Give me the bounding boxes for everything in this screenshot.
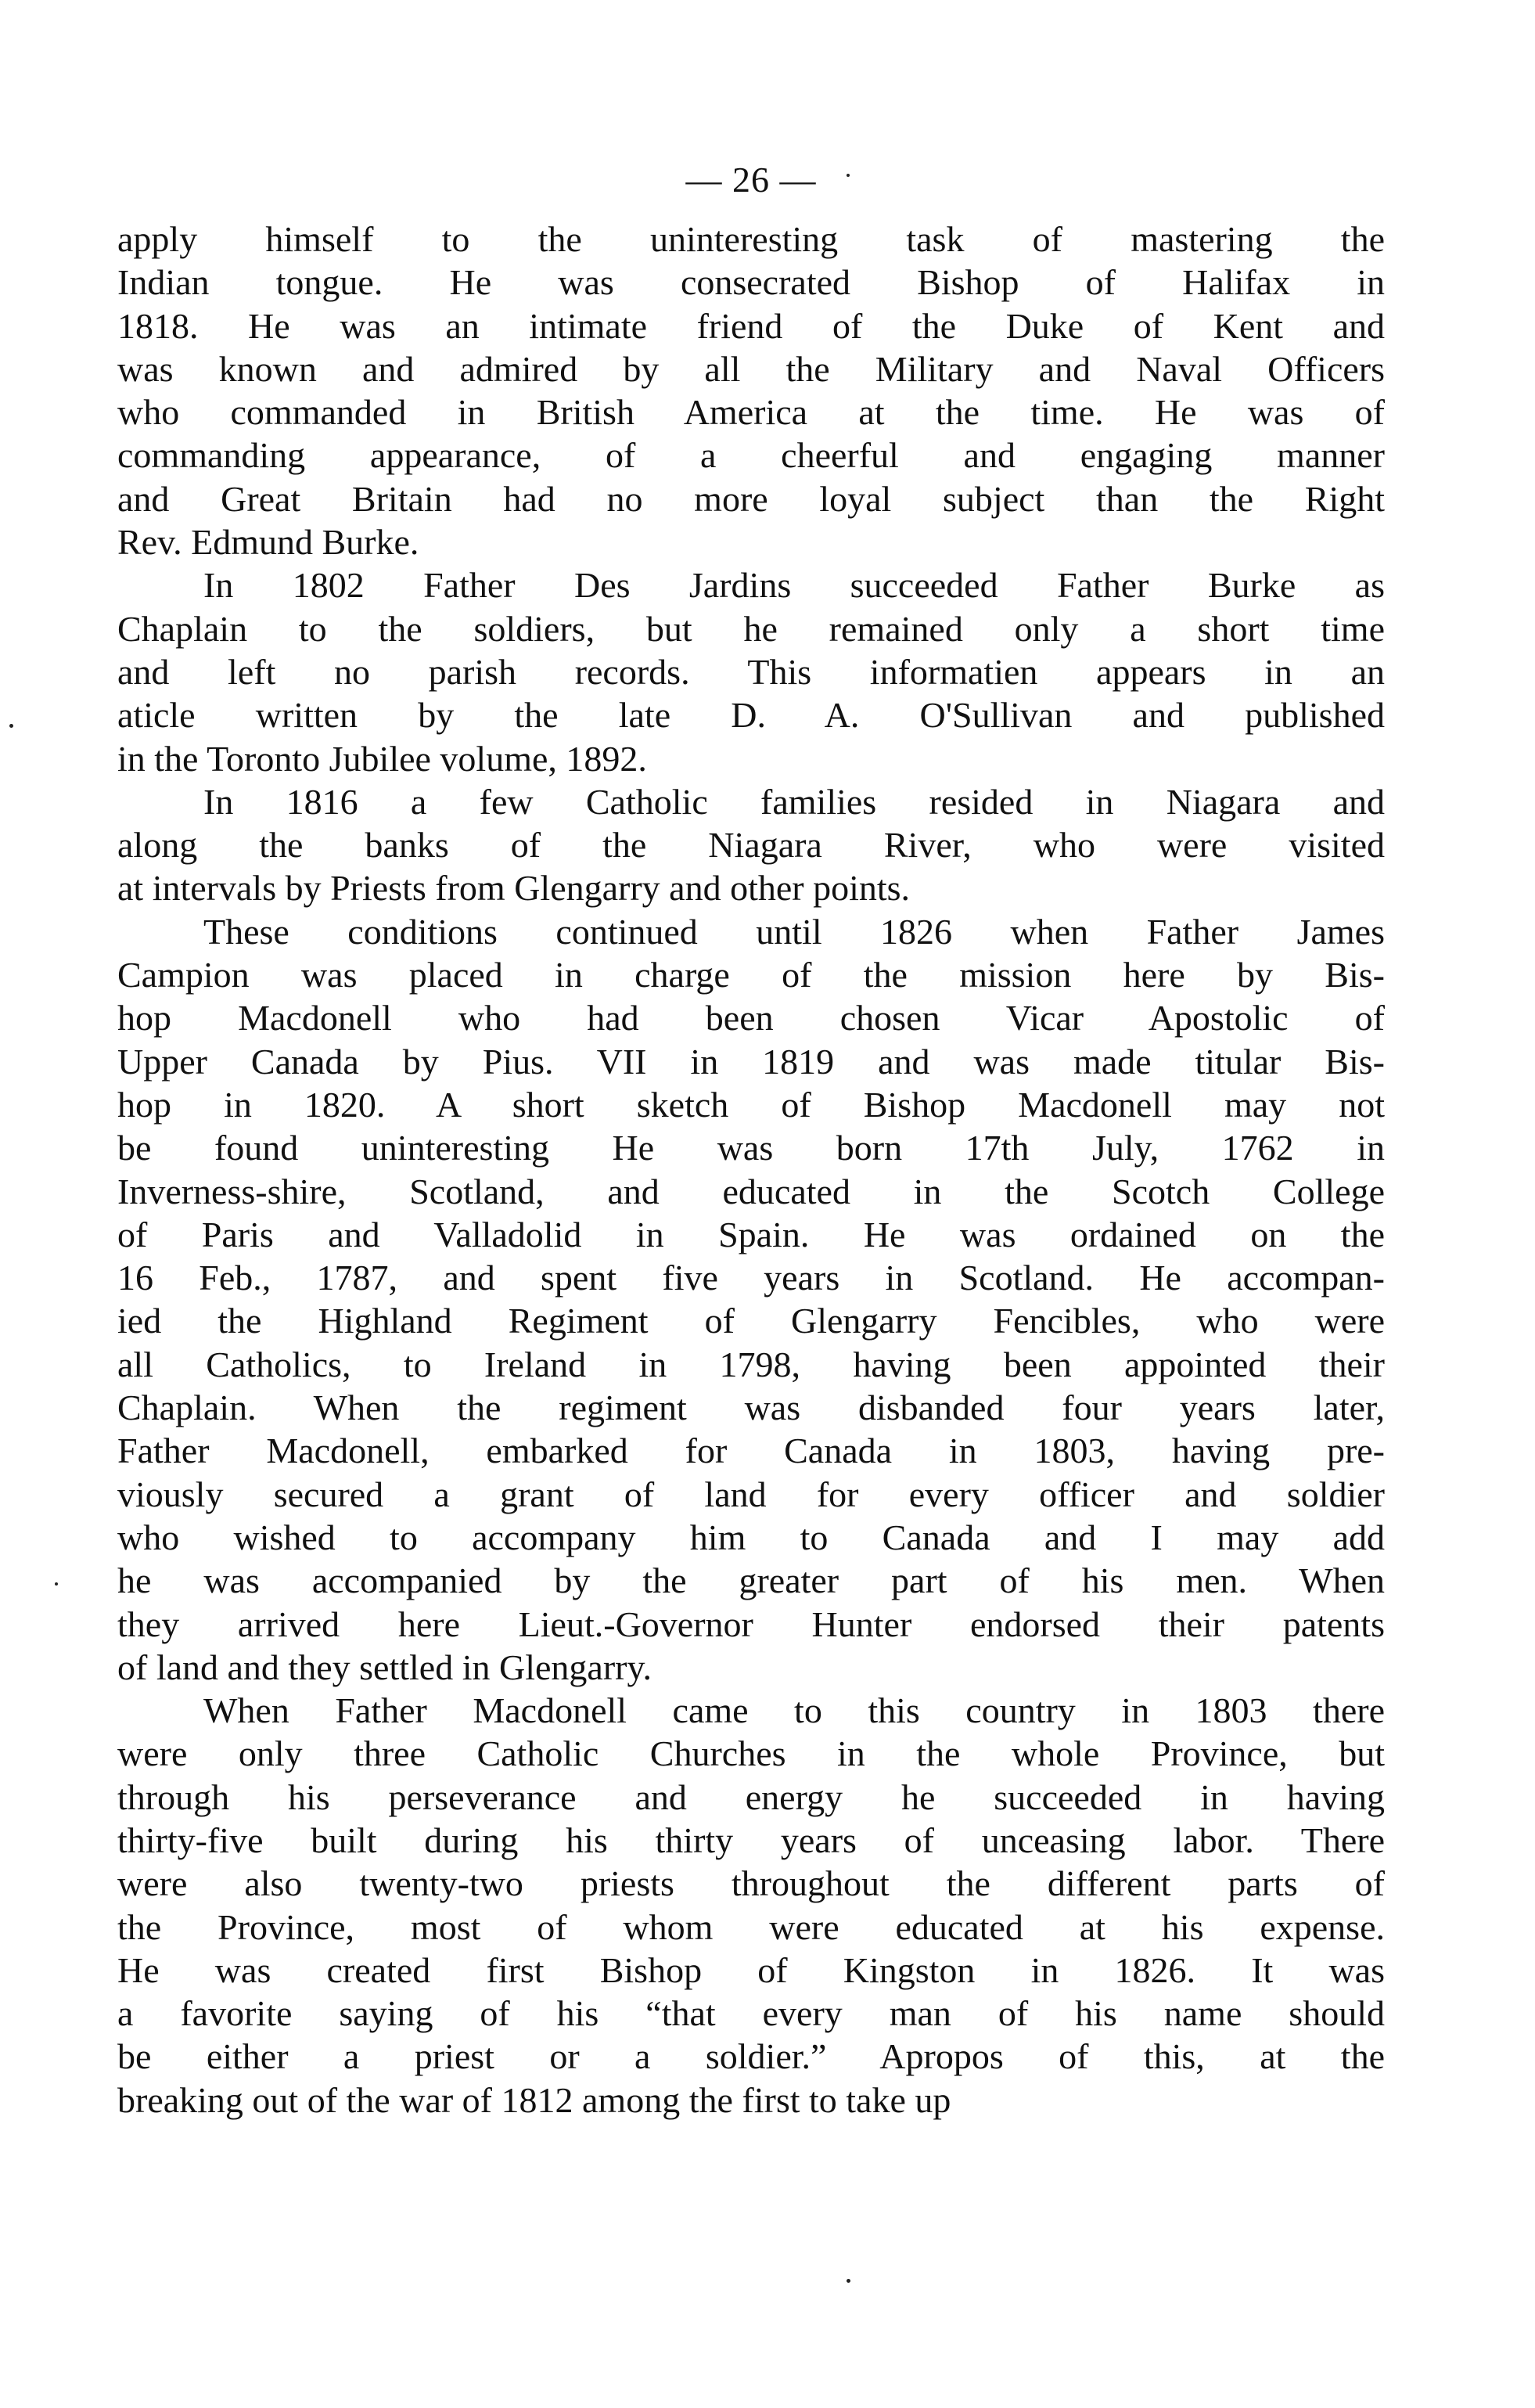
page-number: — 26 —	[685, 160, 817, 200]
text-line: Indian tongue. He was consecrated Bishop of Halifax in	[117, 262, 1385, 303]
text-line: were only three Catholic Churches in the whole Province, but	[117, 1733, 1385, 1774]
text-line: and Great Britain had no more loyal subject than the Right	[117, 478, 1385, 519]
text-line: Upper Canada by Pius. VII in 1819 and was made titular Bis-	[117, 1041, 1385, 1082]
text-line: who commanded in British America at the time. He was of	[117, 392, 1385, 433]
text-line: the Province, most of whom were educated at his expense.	[117, 1906, 1385, 1947]
text-line: be found uninteresting He was born 17th July, 1762 in	[117, 1128, 1385, 1168]
text-line: In 1802 Father Des Jardins succeeded Father Burke as	[203, 565, 1385, 606]
text-line: He was created first Bishop of Kingston in 1826. It was	[117, 1949, 1385, 1990]
text-line: Campion was placed in charge of the mission here by Bis-	[117, 955, 1385, 995]
text-line: a favorite saying of his “that every man of his name should	[117, 1993, 1385, 2034]
text-line: Inverness-shire, Scotland, and educated in the Scotch College	[117, 1171, 1385, 1211]
text-line: Rev. Edmund Burke.	[117, 522, 419, 563]
text-line: In 1816 a few Catholic families resided in Niagara and	[203, 781, 1385, 822]
scan-speck	[847, 174, 850, 177]
text-line: be either a priest or a soldier.” Apropos of this, at the	[117, 2036, 1385, 2077]
text-line: was known and admired by all the Military and Naval Officers	[117, 348, 1385, 389]
text-line: aticle written by the late D. A. O'Sullivan and published	[117, 695, 1385, 736]
paragraph	[117, 218, 1385, 563]
text-line: ied the Highland Regiment of Glengarry Fencibles, who were	[117, 1301, 1385, 1341]
scan-speck	[55, 1582, 58, 1586]
text-line: and left no parish records. This informatien appears in an	[117, 651, 1385, 692]
text-line: Chaplain. When the regiment was disbanded four years later,	[117, 1388, 1385, 1428]
text-line: at intervals by Priests from Glengarry and other points.	[117, 868, 911, 909]
text-line: in the Toronto Jubilee volume, 1892.	[117, 738, 647, 779]
text-line: 1818. He was an intimate friend of the Duke of Kent and	[117, 305, 1385, 346]
paragraph	[117, 1689, 1385, 2122]
body-text	[117, 218, 1385, 2122]
text-line: When Father Macdonell came to this country in 1803 there	[203, 1690, 1385, 1731]
text-line: of Paris and Valladolid in Spain. He was ordained on the	[117, 1214, 1385, 1254]
text-line: 16 Feb., 1787, and spent five years in Scotland. He accompan-	[117, 1258, 1385, 1298]
paragraph	[117, 910, 1385, 1689]
scan-speck	[847, 2279, 850, 2283]
text-line: Father Macdonell, embarked for Canada in 1803, having pre-	[117, 1431, 1385, 1471]
text-line: viously secured a grant of land for every officer and soldier	[117, 1474, 1385, 1514]
text-line: all Catholics, to Ireland in 1798, having been appointed their	[117, 1344, 1385, 1384]
text-line: they arrived here Lieut.-Governor Hunter endorsed their patents	[117, 1604, 1385, 1644]
scan-speck	[9, 724, 13, 728]
text-line: along the banks of the Niagara River, who were visited	[117, 825, 1385, 866]
text-line: Chaplain to the soldiers, but he remained only a short time	[117, 608, 1385, 649]
text-line: of land and they settled in Glengarry.	[117, 1647, 652, 1687]
document-page	[117, 157, 1385, 2122]
text-line: thirty-five built during his thirty years of unceasing labor. There	[117, 1819, 1385, 1860]
text-line: who wished to accompany him to Canada and I may add	[117, 1517, 1385, 1557]
text-line: hop in 1820. A short sketch of Bishop Macdonell may not	[117, 1084, 1385, 1125]
text-line: apply himself to the uninteresting task of mastering the	[117, 219, 1385, 259]
text-line: hop Macdonell who had been chosen Vicar Apostolic of	[117, 998, 1385, 1038]
text-line: commanding appearance, of a cheerful and engaging manner	[117, 435, 1385, 476]
text-line: he was accompanied by the greater part of his men. When	[117, 1560, 1385, 1601]
text-line: through his perseverance and energy he succeeded in having	[117, 1776, 1385, 1817]
text-line: breaking out of the war of 1812 among the first to take up	[117, 2079, 951, 2120]
text-line: These conditions continued until 1826 when Father James	[203, 911, 1385, 952]
paragraph	[117, 780, 1385, 910]
paragraph	[117, 563, 1385, 779]
text-line: were also twenty-two priests throughout the different parts of	[117, 1863, 1385, 1904]
